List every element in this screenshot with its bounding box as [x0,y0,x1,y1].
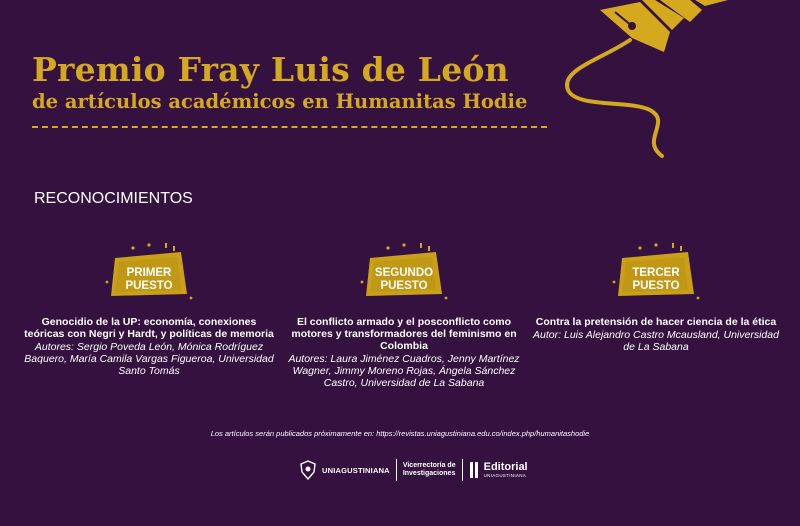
award-authors: Autores: Laura Jiménez Cuadros, Jenny Martínez Wagner, Jimmy Moreno Rojas, Ángela Sánchez Castro, Universidad de La Sabana [288,353,520,389]
page-subtitle: de artículos académicos en Humanitas Hodie [32,90,528,113]
vicerrectoria-logo: Vicerrectoría de Investigaciones [402,462,456,477]
award-badge [101,240,197,302]
book-icon [469,461,481,479]
award-badge [608,240,704,302]
award-badge [356,240,452,302]
award-work-title: El conflicto armado y el posconflicto como motores y transformadores del feminismo en Colombia [291,316,517,352]
award-third [531,240,781,353]
editorial-sub: UNIAGUSTINIANA [483,472,527,478]
page-title: Premio Fray Luis de León [32,50,509,89]
fountain-pen-icon [540,0,740,165]
dashed-divider [32,126,547,128]
badge-label: TERCER PUESTO [632,267,680,292]
logo-divider [396,459,397,481]
logo-divider [462,459,463,481]
badge-label: SEGUNDO PUESTO [374,267,434,292]
award-work-title: Genocidio de la UP: economía, conexiones teóricas con Negri y Hardt, y políticas de memoria [24,316,274,340]
uniagustiniana-logo [298,460,390,480]
award-first [24,240,274,377]
award-work-title: Contra la pretensión de hacer ciencia de la ética [535,316,777,328]
university-name: UNIAGUSTINIANA [322,465,390,475]
award-authors: Autores: Sergio Poveda León, Mónica Rodríguez Baquero, María Camila Vargas Figueroa, Universidad Santo Tomás [24,341,274,377]
badge-label: PRIMER PUESTO [125,267,173,292]
award-second [279,240,529,389]
shield-icon [298,460,318,480]
editorial-logo [469,461,528,479]
editorial-name: Editorial [483,460,528,473]
section-title: RECONOCIMIENTOS [34,190,193,207]
award-authors: Autor: Luis Alejandro Castro Mcausland, Universidad de La Sabana [533,329,779,353]
publication-note: Los artículos serán publicados próximamente en: https://revistas.uniagustiniana.edu.co/index.php/humanitashodie [210,429,590,438]
footer-logos [298,457,528,483]
